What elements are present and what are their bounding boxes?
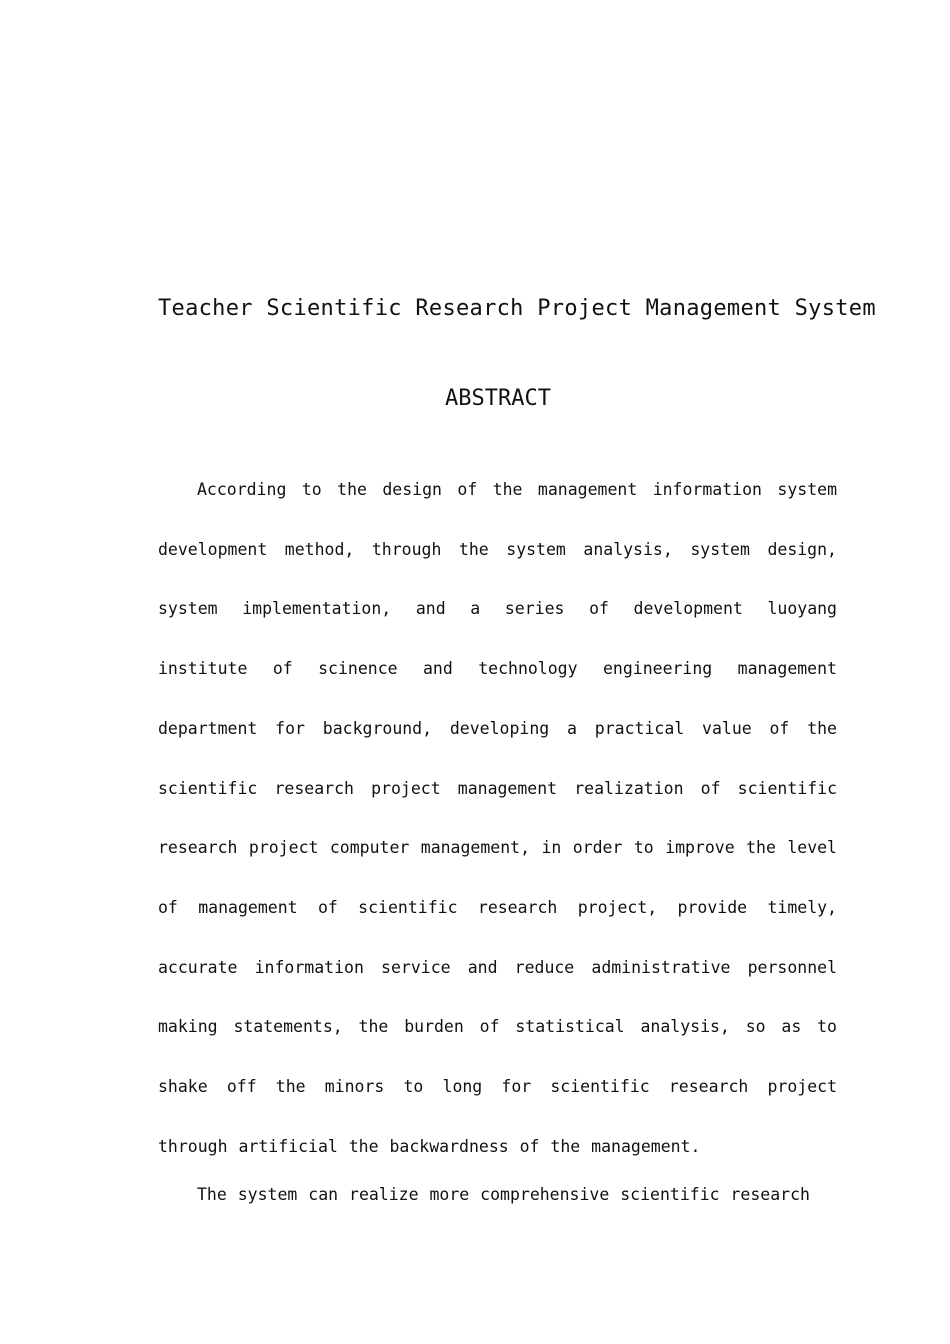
abstract-paragraph-1: According to the design of the management information system development method, through the system analysis, system design, system implementation, and a series of development luoyang institute of scinence and technology engineering management department for background, developing a practical value of the scientific research project management realization of scientific research project computer management, in order to improve the level of management of scientific research project, provide timely, accurate information service and reduce administrative personnel making statements, the burden of statistical analysis, so as to shake off the minors to long for scientific research project through artificial the backwardness of the management.: [158, 480, 837, 1156]
abstract-paragraph-2: The system can realize more comprehensive scientific research: [197, 1185, 810, 1204]
abstract-heading: ABSTRACT: [445, 386, 551, 411]
document-title: Teacher Scientific Research Project Management System: [158, 296, 876, 321]
